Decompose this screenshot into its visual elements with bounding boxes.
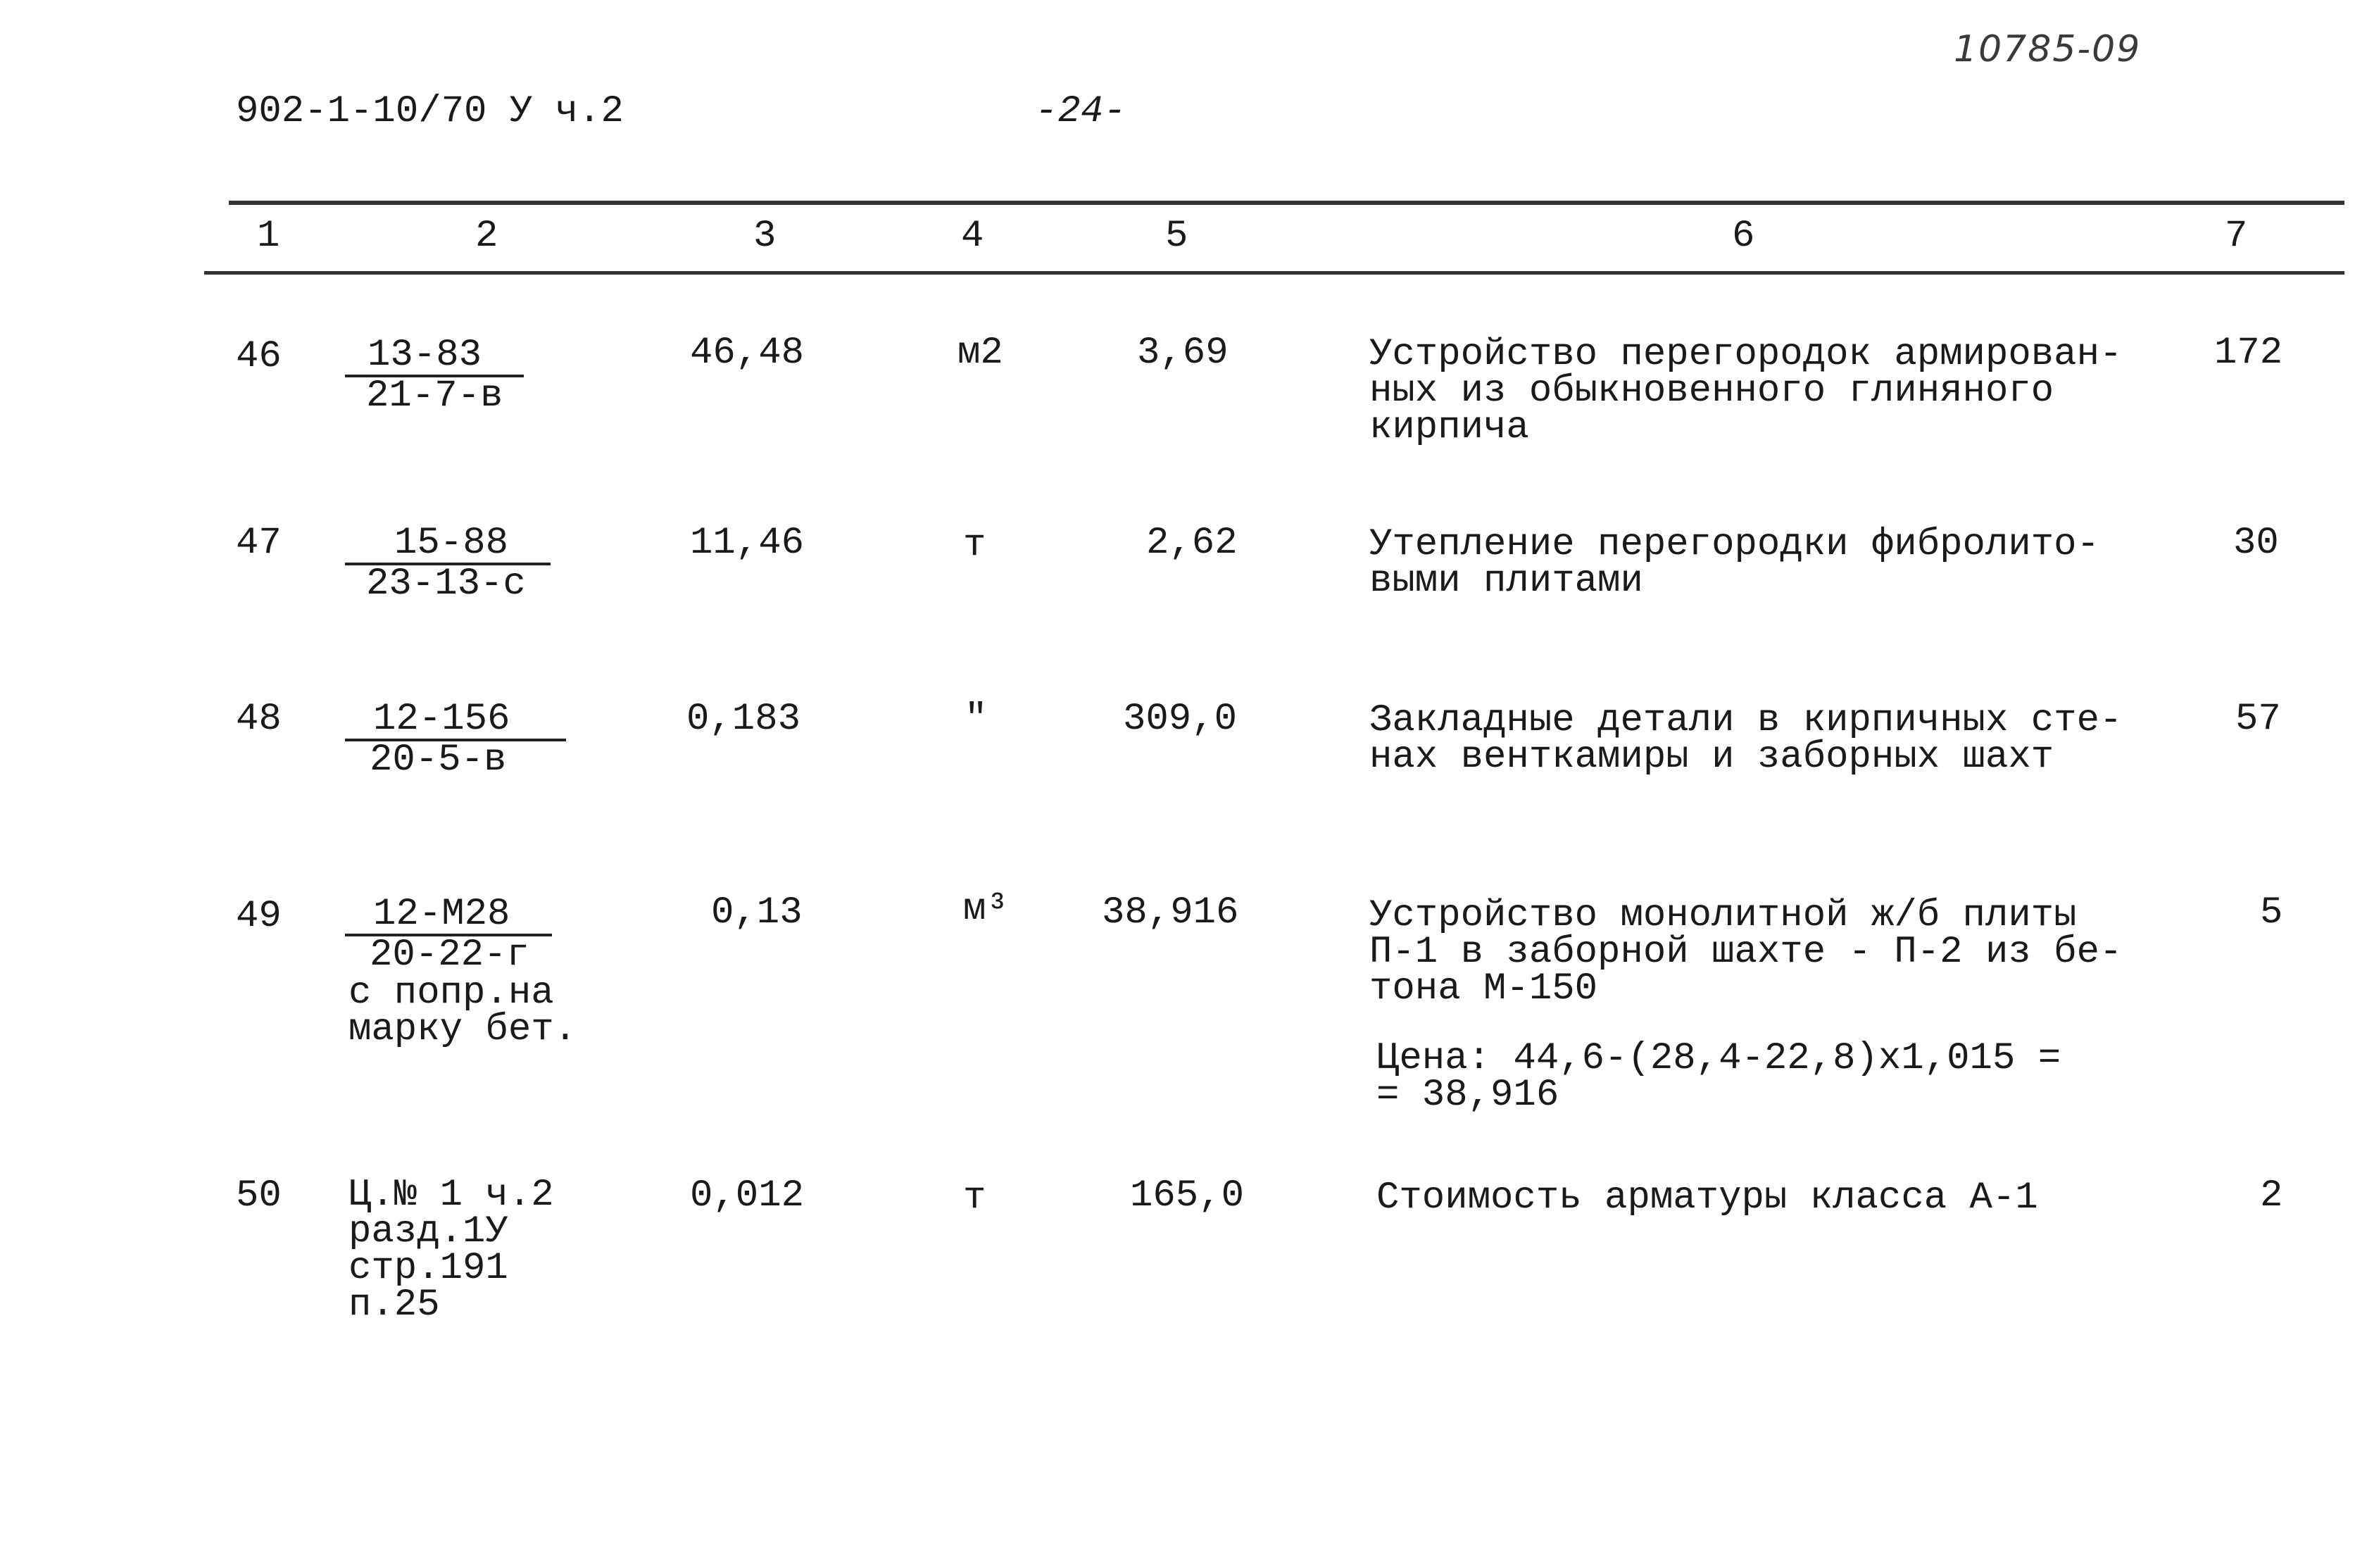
- row-48-quantity: 0,183: [686, 698, 801, 741]
- header-top-rule: [229, 201, 2344, 205]
- row-47-total: 30: [2233, 522, 2279, 565]
- row-47-number: 47: [236, 522, 282, 565]
- row-48-description: Закладные детали в кирпичных сте- нах венткамиры и заборных шахт: [1369, 699, 2123, 779]
- row-46-total: 172: [2214, 332, 2283, 375]
- row-49-unit: м³: [963, 888, 1009, 931]
- row-49-code: [345, 893, 552, 977]
- row-46-code-top: 13-83: [345, 337, 524, 377]
- column-header-1: 1: [257, 215, 280, 258]
- row-48-total: 57: [2235, 698, 2281, 741]
- column-header-5: 5: [1165, 215, 1188, 258]
- row-47-code-top: 15-88: [345, 525, 551, 565]
- row-50-total: 2: [2260, 1174, 2283, 1217]
- row-46-description: Устройство перегородок армирован- ных из обыкновенного глиняного кирпича: [1369, 333, 2123, 449]
- row-47-quantity: 11,46: [690, 522, 805, 565]
- row-49-code-top: 12-М28: [345, 896, 552, 936]
- header-bottom-rule: [204, 271, 2344, 275]
- column-header-6: 6: [1732, 215, 1755, 258]
- row-48-price: 309,0: [1123, 698, 1238, 741]
- row-50-code-block: Ц.№ 1 ч.2 разд.1У стр.191 п.25: [348, 1174, 554, 1326]
- row-50-quantity: 0,012: [690, 1174, 805, 1217]
- row-49-price: 38,916: [1102, 891, 1239, 934]
- document-code: 902-1-10/70 У ч.2: [236, 90, 624, 133]
- row-48-code: [345, 698, 566, 782]
- row-49-description: Устройство монолитной ж/б плиты П-1 в заборной шахте - П-2 из бе- тона М-150: [1369, 894, 2123, 1010]
- row-48-code-top: 12-156: [345, 701, 566, 741]
- row-48-number: 48: [236, 698, 282, 741]
- row-50-description: Стоимость арматуры класса А-1: [1376, 1177, 2038, 1219]
- row-47-unit: т: [963, 524, 986, 567]
- row-49-number: 49: [236, 895, 282, 938]
- column-header-3: 3: [753, 215, 777, 258]
- row-48-code-bottom: 20-5-в: [370, 739, 507, 782]
- row-47-code: [345, 522, 551, 606]
- row-49-price-calculation: Цена: 44,6-(28,4-22,8)х1,015 = = 38,916: [1376, 1037, 2061, 1117]
- row-49-code-note: с попр.на марку бет.: [348, 972, 577, 1051]
- row-46-price: 3,69: [1137, 332, 1229, 375]
- row-50-unit: т: [963, 1177, 986, 1219]
- row-49-quantity: 0,13: [711, 891, 803, 934]
- row-49-total: 5: [2260, 891, 2283, 934]
- row-49-code-bottom: 20-22-г: [370, 934, 529, 977]
- page-number: -24-: [1035, 90, 1126, 133]
- row-48-unit: ": [965, 698, 988, 741]
- row-46-quantity: 46,48: [690, 332, 805, 375]
- column-header-4: 4: [961, 215, 984, 258]
- column-header-7: 7: [2225, 215, 2248, 258]
- row-47-price: 2,62: [1146, 522, 1238, 565]
- row-50-number: 50: [236, 1174, 282, 1217]
- column-header-2: 2: [475, 215, 498, 258]
- row-47-description: Утепление перегородки фибролито- выми плитами: [1369, 523, 2099, 603]
- row-46-unit: м2: [957, 332, 1003, 375]
- row-50-price: 165,0: [1130, 1174, 1245, 1217]
- row-47-code-bottom: 23-13-с: [366, 563, 526, 606]
- row-46-number: 46: [236, 335, 282, 378]
- archive-number: 10785-09: [1954, 28, 2142, 70]
- row-46-code-bottom: 21-7-в: [366, 375, 503, 418]
- row-46-code: [345, 334, 524, 418]
